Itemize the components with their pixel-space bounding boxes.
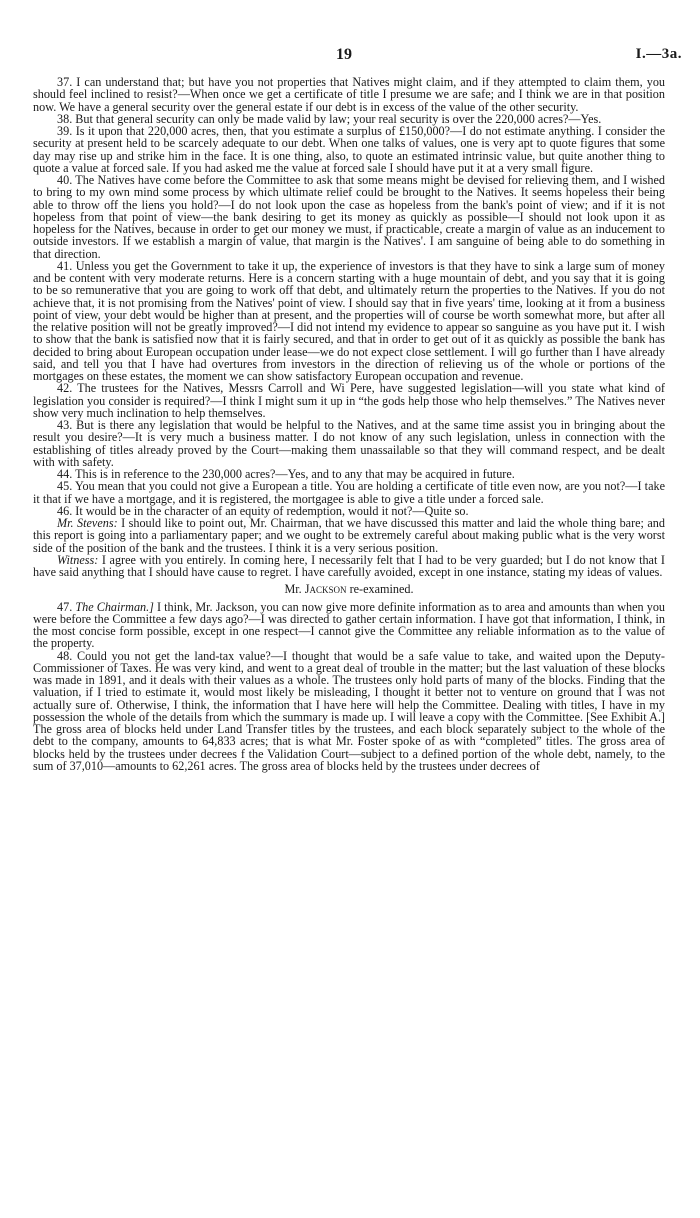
document-reference: I.—3a.	[635, 46, 682, 62]
paragraph-37: 37. I can understand that; but have you not properties that Natives might claim, and if they attempted to claim them, you should feel inclined to resist?—When once we get a certificate of title I presume we are safe; and I think we are in that position now. We have a general security over the general estate if our debt is in excess of the value of the other security.	[33, 75, 666, 114]
paragraph-47: 47. The Chairman.] I think, Mr. Jackson, you can now give more definite information as to area and amounts than when you were before the Committee a few days ago?—I was directed to gather certain information. I have got that information, I think, in the most concise form possible, except in one respect—I cannot give the Committee any reliable information as to the value of the property.	[33, 599, 666, 651]
paragraph-stevens: Mr. Stevens: I should like to point out, Mr. Chairman, that we have discussed this matter and laid the whole thing bare; and this report is going into a parliamentary paper; and we ought to be extremely careful about making public what is the very worst side of the position of the bank and the trustees. I think it is a very serious position.	[33, 516, 665, 555]
paragraph-46: 46. It would be in the character of an equity of redemption, would it not?—Quite so.	[57, 503, 469, 518]
paragraph-40: 40. The Natives have come before the Committee to ask that some means might be devised for relieving them, and I wished to bring to my own mind some process by which ultimate relief could be brought to the Natives. It seems hopeless their being able to throw off the liens you hold?—I do not look upon the case as hopeless from the bank's point of view; and if it is not hopeless from that point of view—the bank desiring to get its money as quickly as possible—I should not look upon it as hopeless for the Natives, because in order to get our money we must, if practicable, create a margin of value as an inducement to outside investors. If we establish a margin of value, that margin is the Natives'. I am sanguine of being able to do something in that direction.	[33, 173, 665, 261]
paragraph-42: 42. The trustees for the Natives, Messrs Carroll and Wi Pere, have suggested legislation—will you state what kind of legislation you consider is required?—I think I might sum it up in “the gods help those who help themselves.” The Natives never show very much inclination to help themselves.	[33, 381, 665, 420]
paragraph-43: 43. But is there any legislation that would be helpful to the Natives, and at the same time assist you in bringing about the result you desire?—It is very much a business matter. I do not know of any such legislation, unless in connection with the establishing of titles already proved by the Court—making them unassailable so that they will command respect, and be dealt with with safety.	[33, 418, 665, 469]
paragraph-38: 38. But that general security can only be made valid by law; your real security is over the 220,000 acres?—Yes.	[57, 111, 602, 126]
page-number: 19	[336, 46, 352, 63]
paragraph-witness: Witness: I agree with you entirely. In coming here, I necessarily felt that I had to be very guarded; but I do not know that I have said anything that I should have cause to regret. I have carefully avoided, except in one instance, stating my ideas of values.	[33, 552, 665, 579]
paragraph-39: 39. Is it upon that 220,000 acres, then, that you estimate a surplus of £150,000?—I do not estimate anything. I consider the security at present held to be scarcely adequate to our debt. When one talks of values, one is very apt to quote figures that some day may rise up and strike him in the face. It is one thing, also, to quote an estimated intrinsic value, but quite another thing to quote a value at forced sale. If you had asked me the value at forced sale I should have put it at a very small figure.	[33, 124, 666, 175]
section-heading: Mr. Jackson re-examined.	[284, 582, 414, 597]
paragraph-45: 45. You mean that you could not give a European a title. You are holding a certificate of title even now, are you not?—I take it that if we have a mortgage, and it is registered, the mortgagee is able to give a title under a forced sale.	[33, 479, 665, 506]
document-body	[33, 76, 665, 772]
page-header	[0, 46, 700, 70]
paragraph-48: 48. Could you not get the land-tax value?—I thought that would be a safe value to take, and waited upon the Deputy-Commissioner of Taxes. He was very kind, and went to a great deal of trouble in the matter; but the last valuation of these blocks was made in 1891, and it deals with their values as a whole. The trustees only hold parts of many of the blocks. Finding that the valuation, if I tried to estimate it, would most likely be misleading, I thought it better not to venture on ground that I was not actually sure of. Otherwise, I think, the information that I have here will help the Committee. Dealing with titles, I have in my possession the whole of the details from which the summary is made up. I will leave a copy with the Committee. [See Exhibit A.] The gross area of blocks held under Land Transfer titles by the trustees, and each block separately subject to the whole of the debt to the company, amounts to 64,833 acres; that is what Mr. Foster spoke of as with “completed” titles. The gross area of blocks held by the trustees under decrees f the Validation Court—subject to a defined portion of the whole debt, namely, to the sum of 37,010—amounts to 62,261 acres. The gross area of blocks held by the trustees under decrees of	[33, 648, 665, 773]
paragraph-44: 44. This is in reference to the 230,000 acres?—Yes, and to any that may be acquired in future.	[57, 467, 515, 481]
paragraph-41: 41. Unless you get the Government to take it up, the experience of investors is that they have to sink a large sum of money and be content with very moderate returns. Here is a concern starting with a huge mountain of debt, and you say that it is going to be so remunerative that you are going to work off that debt, and ultimately return the properties to the Natives. If you do not achieve that, it is not promising from the Natives' point of view. I should say that in five years' time, looking at it from a business point of view, your debt would be higher than at present, and the properties will of course be worth somewhat more, but after all the relative position will not be greatly improved?—I did not intend my evidence to appear so sanguine as you have put it. I wish to show that the bank is satisfied now that it is fairly secured, and that in order to get out of it as quickly as possible the bank has decided to bring about European occupation under lease—we do not expect close settlement. I will go further than I have already said, and tell you that I have had overtures from investors in the direction of relieving us of the whole or portions of the mortgages on these estates, the moment we can show satisfactory European occupation and revenue.	[33, 258, 665, 383]
